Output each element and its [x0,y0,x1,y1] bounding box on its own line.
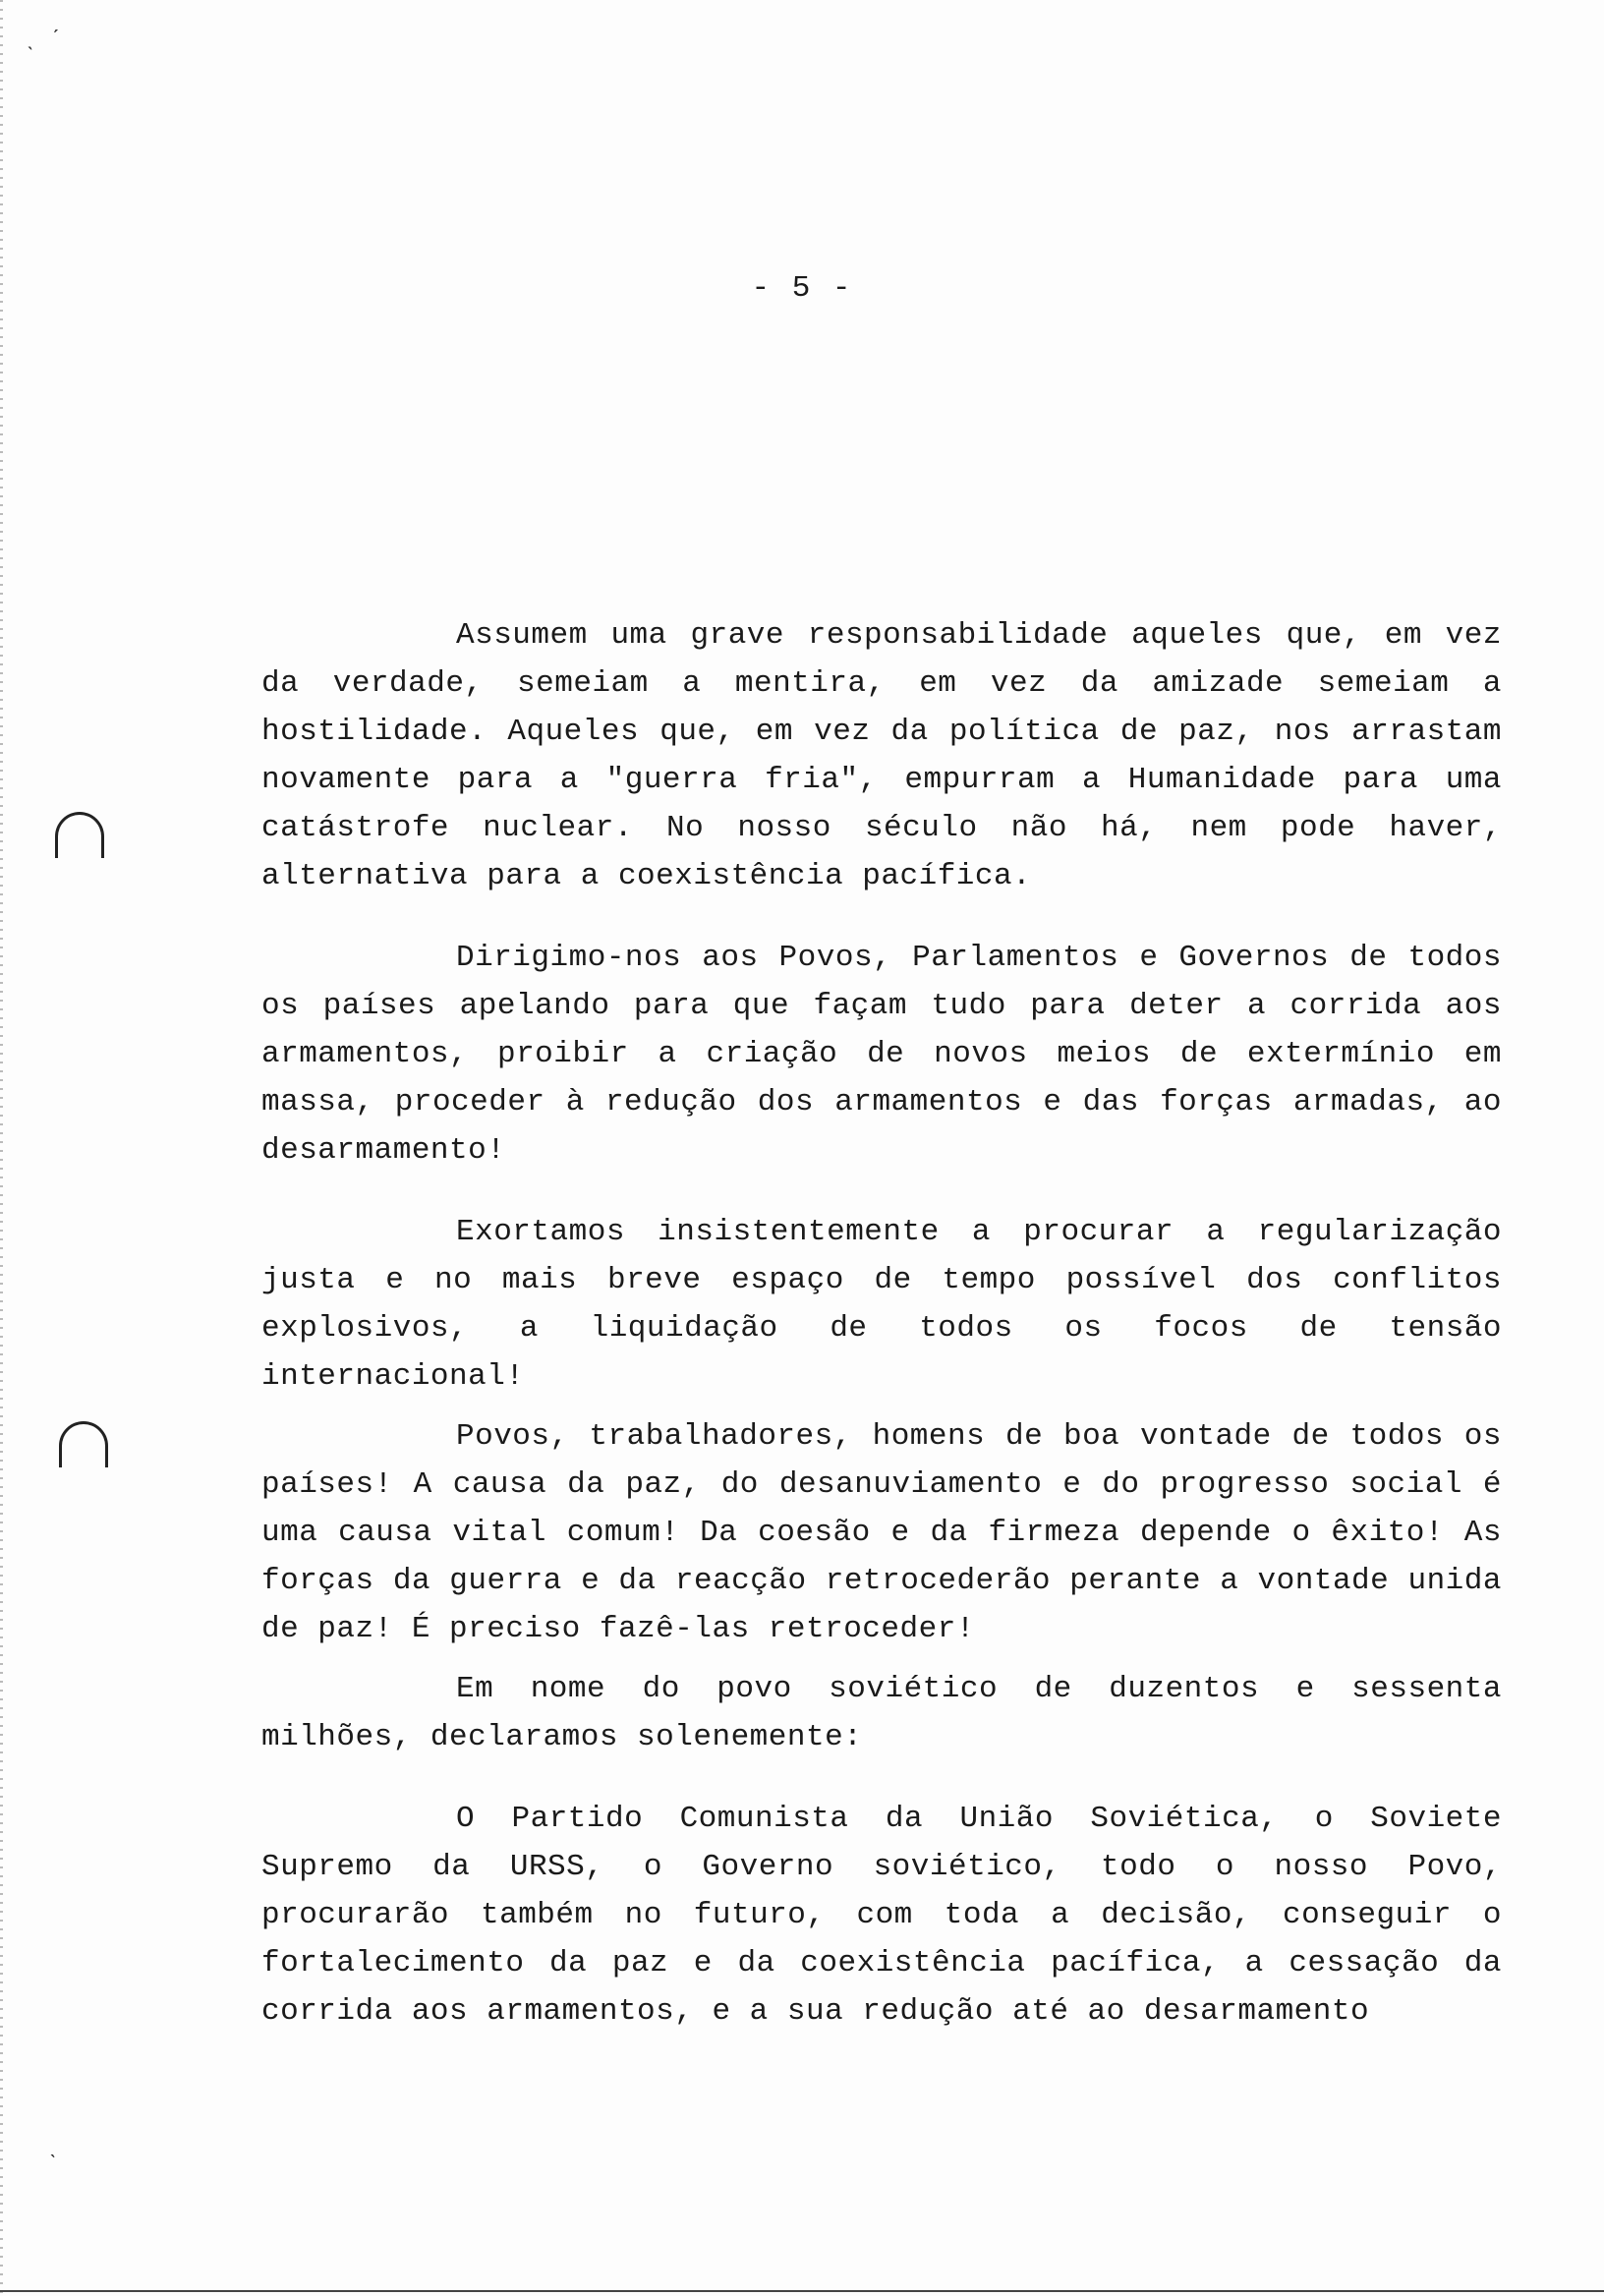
scan-speck: ˎ ˊ [24,28,63,52]
paragraph [261,934,1502,1175]
paragraph [261,1208,1502,1401]
bottom-edge-line [0,2290,1604,2292]
scan-edge-dots [0,0,3,2296]
punch-hole-mark [55,812,104,858]
paragraph-text: Dirigimo-nos aos Povos, Parlamentos e Governos de todos os países apelando para que façam tudo para deter a corrida aos armamentos, proibir a criação de novos meios de extermínio em massa, proceder à redução dos armamentos e das forças armadas, ao desarmamento! [261,941,1502,1168]
page-number: - 5 - [751,271,853,306]
punch-hole-mark [59,1421,108,1467]
paragraph-text: O Partido Comunista da União Soviética, o Soviete Supremo da URSS, o Governo soviético, todo o nosso Povo, procurarão também no futuro, com toda a decisão, conseguir o fortalecimento da paz e da coexistência pacífica, a cessação da corrida aos armamentos, e a sua redução até ao desarmamento [261,1802,1502,2029]
paragraph [261,1795,1502,2036]
paragraph-text: Povos, trabalhadores, homens de boa vontade de todos os países! A causa da paz, do desanuviamento e do progresso social é uma causa vital comum! Da coesão e da firmeza depende o êxito! As forças da guerra e da reacção retrocederão perante a vontade unida de paz! É preciso fazê-las retroceder! [261,1419,1502,1646]
scan-speck: ˋ [47,2152,61,2177]
paragraph [261,1412,1502,1653]
paragraph [261,611,1502,900]
body-text [261,611,1502,2069]
paragraph-text: Assumem uma grave responsabilidade aqueles que, em vez da verdade, semeiam a mentira, em vez da amizade semeiam a hostilidade. Aqueles que, em vez da política de paz, nos arrastam novamente para a "guerra fria", empurram a Humanidade para uma catástrofe nuclear. No nosso século não há, nem pode haver, alternativa para a coexistência pacífica. [261,618,1502,893]
paragraph-text: Exortamos insistentemente a procurar a regularização justa e no mais breve espaço de tempo possível dos conflitos explosivos, a liquidação de todos os focos de tensão internacional! [261,1215,1502,1394]
paragraph-text: Em nome do povo soviético de duzentos e sessenta milhões, declaramos solenemente: [261,1672,1502,1754]
paragraph [261,1665,1502,1761]
